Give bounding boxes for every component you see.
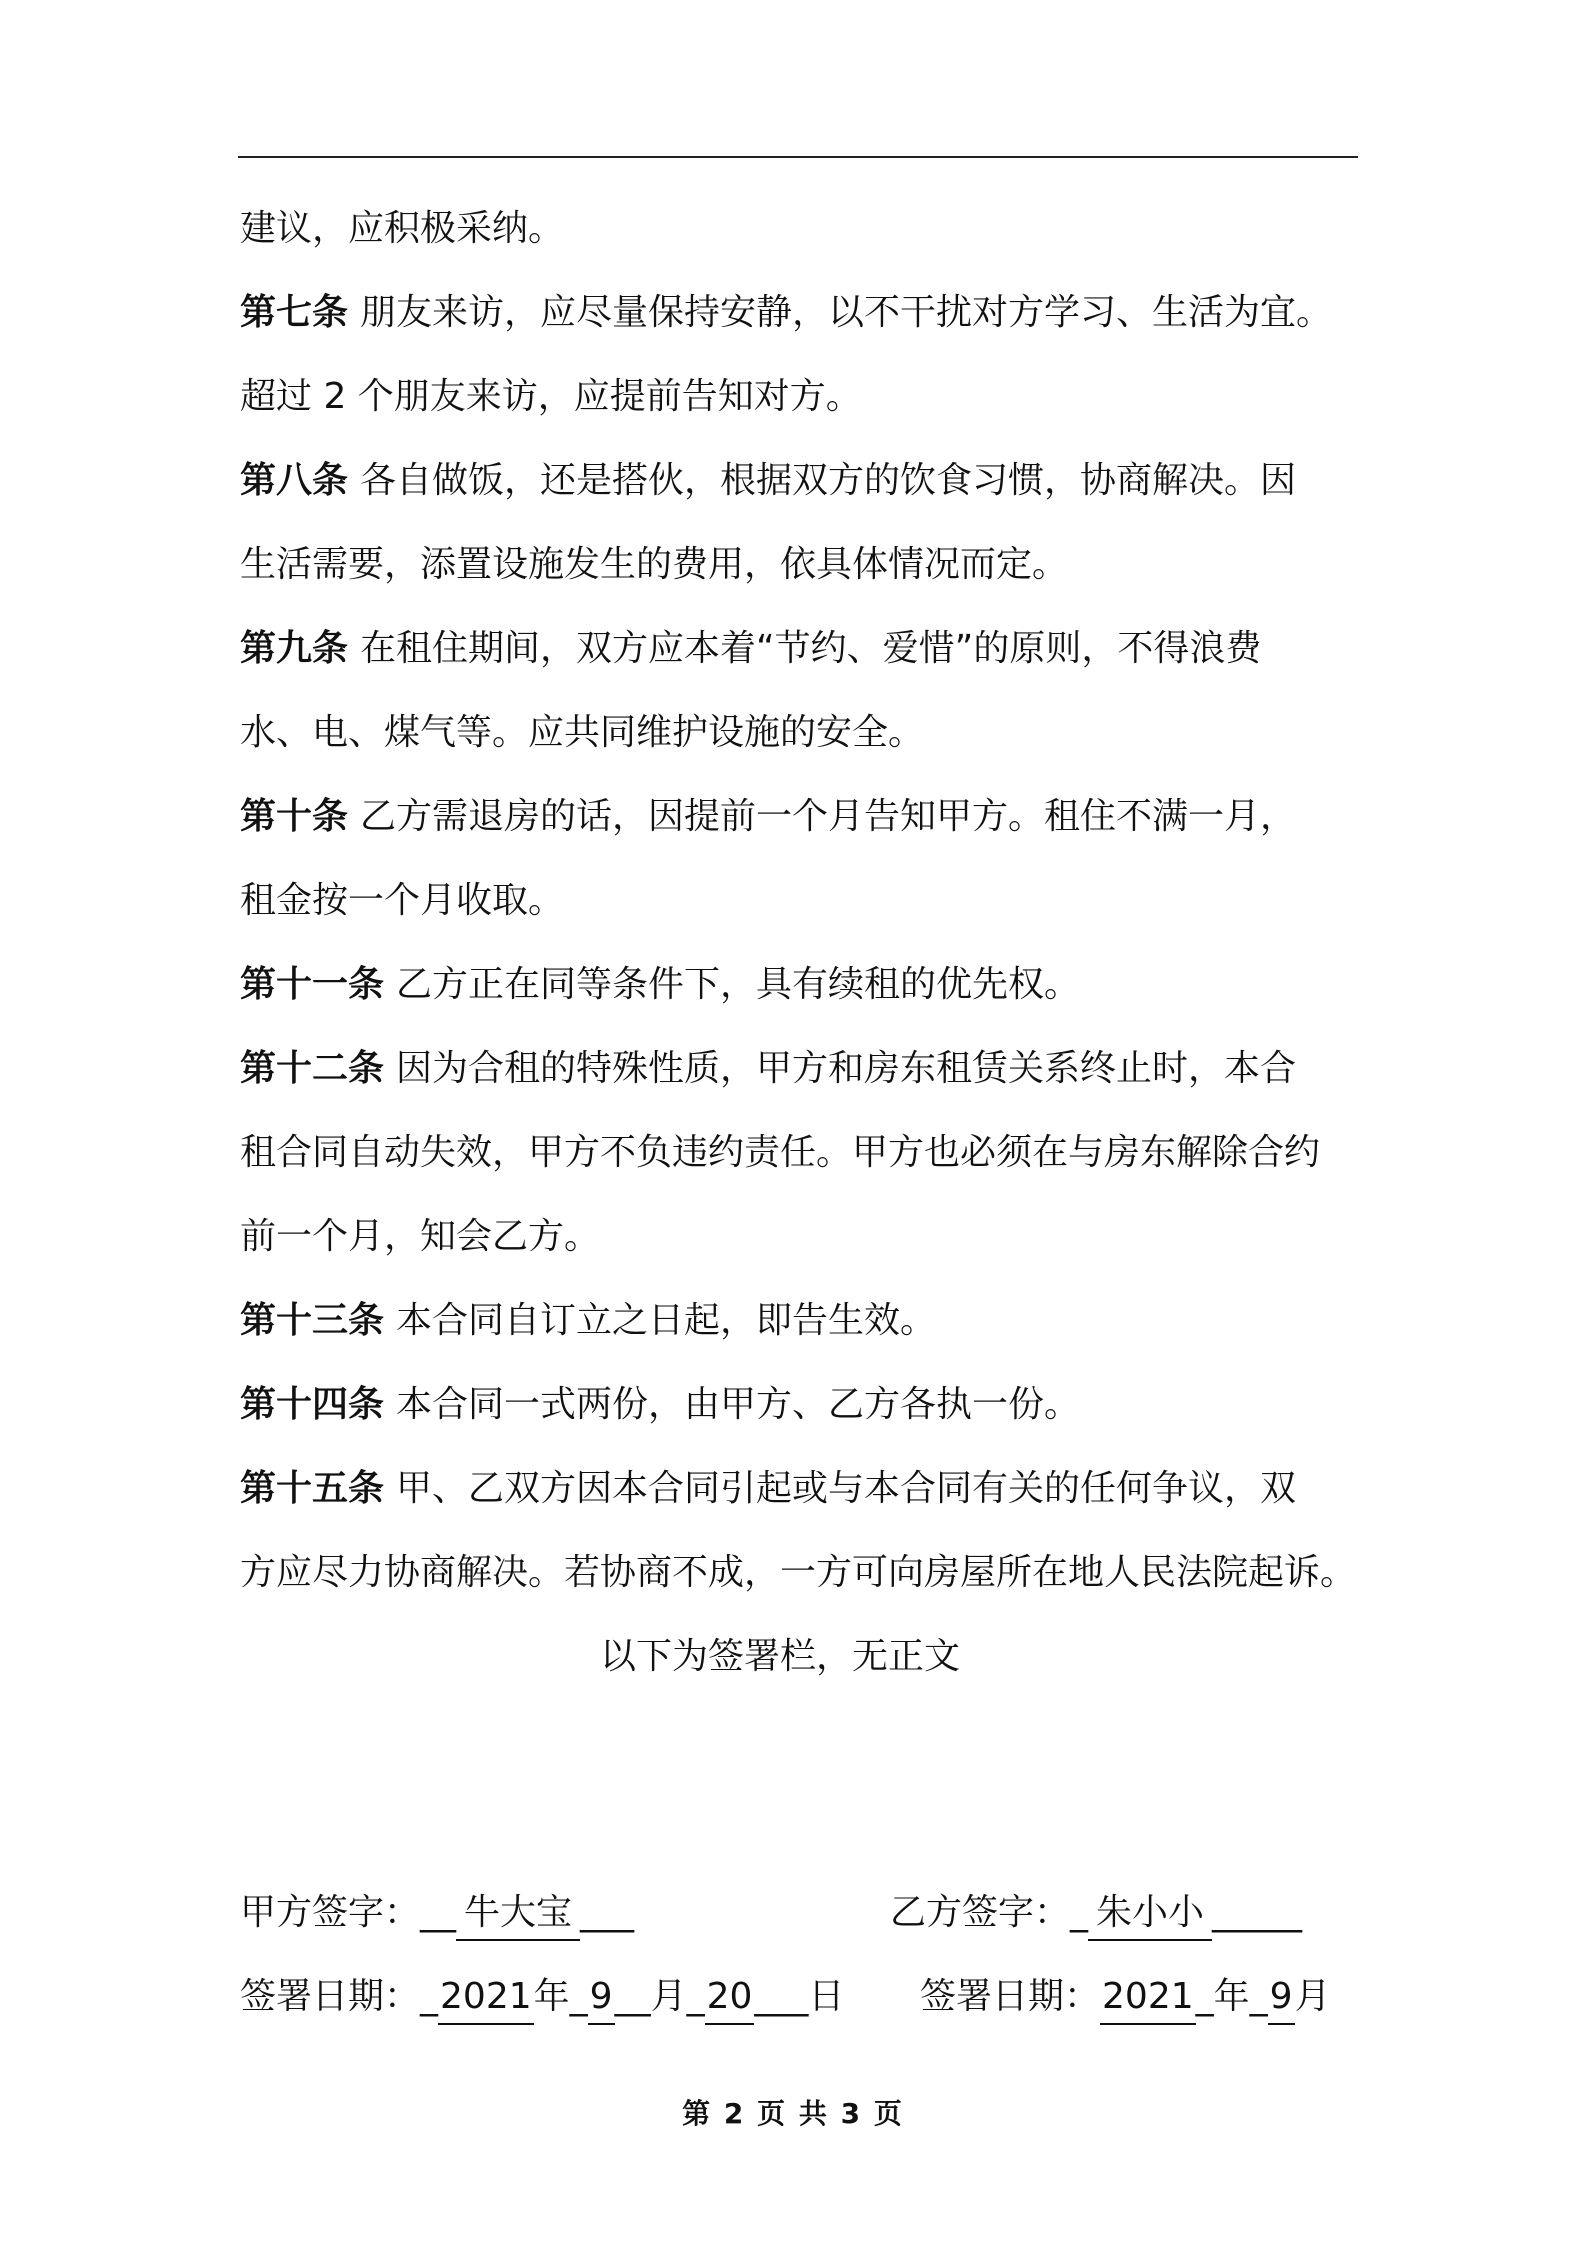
article-text: 各自做饭，还是搭伙，根据双方的饮食习惯，协商解决。因 (360, 460, 1297, 501)
text-line (240, 280, 1360, 364)
article-number: 第八条 (240, 460, 349, 501)
text-line (240, 868, 1360, 952)
article-text: 超过 2 个朋友来访，应提前告知对方。 (240, 376, 862, 417)
article-text: 租合同自动失效，甲方不负违约责任。甲方也必须在与房东解除合约 (240, 1132, 1321, 1173)
party-b-month: 9 (1268, 1971, 1295, 2025)
text-line (240, 1204, 1360, 1288)
article-number: 第十一条 (240, 964, 385, 1005)
party-b-sign-label: 乙方签字： (890, 1892, 1071, 1933)
party-a-sign-suffix: ___ (580, 1892, 635, 1933)
header-rule (238, 156, 1358, 158)
article-text: 水、电、煤气等。应共同维护设施的安全。 (240, 712, 925, 753)
party-a-day: 20 (705, 1971, 755, 2025)
party-b-name: 朱小小 (1088, 1887, 1212, 1941)
party-b-year-unit: _年_ (1195, 1976, 1268, 2017)
text-line (240, 952, 1360, 1036)
party-a-sign-prefix: __ (420, 1892, 457, 1933)
party-b-year: 2021 (1100, 1971, 1196, 2025)
article-number: 第十条 (240, 796, 349, 837)
article-number: 第十五条 (240, 1468, 385, 1509)
party-a-sign-label: 甲方签字： (240, 1892, 421, 1933)
article-text: 建议，应积极采纳。 (240, 208, 565, 249)
party-a-date-pre: _ (420, 1976, 439, 2017)
article-text: 前一个月，知会乙方。 (240, 1216, 601, 1257)
party-b-sign-prefix: _ (1070, 1892, 1089, 1933)
article-text: 在租住期间，双方应本着“节约、爱惜”的原则，不得浪费 (360, 628, 1262, 669)
article-number: 第十二条 (240, 1048, 385, 1089)
text-line (240, 1372, 1360, 1456)
article-number: 第十三条 (240, 1300, 385, 1341)
party-a-month: 9 (588, 1971, 615, 2025)
party-a-date-label: 签署日期： (240, 1976, 421, 2017)
text-line (240, 700, 1360, 784)
date-row (240, 1964, 1360, 2048)
text-line (240, 1288, 1360, 1372)
article-number: 第十四条 (240, 1384, 385, 1425)
text-line (240, 196, 1360, 280)
party-a-month-unit: __月_ (614, 1976, 705, 2017)
article-text: 甲、乙双方因本合同引起或与本合同有关的任何争议，双 (396, 1468, 1297, 1509)
contract-body (240, 196, 1360, 1708)
article-text: 因为合租的特殊性质，甲方和房东租赁关系终止时，本合 (396, 1048, 1297, 1089)
article-number: 第九条 (240, 628, 349, 669)
article-text: 租金按一个月收取。 (240, 880, 565, 921)
text-line (240, 616, 1360, 700)
party-a-name: 牛大宝 (456, 1887, 580, 1941)
text-line (240, 784, 1360, 868)
text-line (240, 1456, 1360, 1540)
article-text: 乙方正在同等条件下，具有续租的优先权。 (396, 964, 1081, 1005)
text-line (240, 364, 1360, 448)
article-text: 本合同自订立之日起，即告生效。 (396, 1300, 937, 1341)
text-line (240, 1540, 1360, 1624)
article-text: 朋友来访，应尽量保持安静，以不干扰对方学习、生活为宜。 (360, 292, 1333, 333)
article-text: 乙方需退房的话，因提前一个月告知甲方。租住不满一月， (360, 796, 1297, 837)
party-b-month-unit: 月 (1294, 1976, 1331, 2017)
party-a-signature (240, 1880, 634, 1946)
party-b-date-label: 签署日期： (920, 1976, 1101, 2017)
page-footer: 第 2 页 共 3 页 (682, 2097, 904, 2130)
text-line (240, 448, 1360, 532)
party-a-day-unit: ___日 (754, 1976, 845, 2017)
party-b-date (920, 1964, 1331, 2030)
article-text: 生活需要，添置设施发生的费用，依具体情况而定。 (240, 544, 1069, 585)
signature-area (240, 1880, 1360, 2048)
party-b-signature (890, 1880, 1302, 1946)
article-number: 第七条 (240, 292, 349, 333)
signature-note: 以下为签署栏，无正文 (599, 1636, 960, 1677)
party-b-sign-suffix: _____ (1212, 1892, 1303, 1933)
text-line (240, 532, 1360, 616)
party-a-date (240, 1964, 844, 2030)
text-line (240, 1036, 1360, 1120)
party-a-year: 2021 (438, 1971, 534, 2025)
article-text: 本合同一式两份，由甲方、乙方各执一份。 (396, 1384, 1081, 1425)
party-a-year-unit: 年_ (533, 1976, 588, 2017)
article-text: 方应尽力协商解决。若协商不成，一方可向房屋所在地人民法院起诉。 (240, 1552, 1357, 1593)
text-line (240, 1120, 1360, 1204)
signature-row (240, 1880, 1360, 1964)
